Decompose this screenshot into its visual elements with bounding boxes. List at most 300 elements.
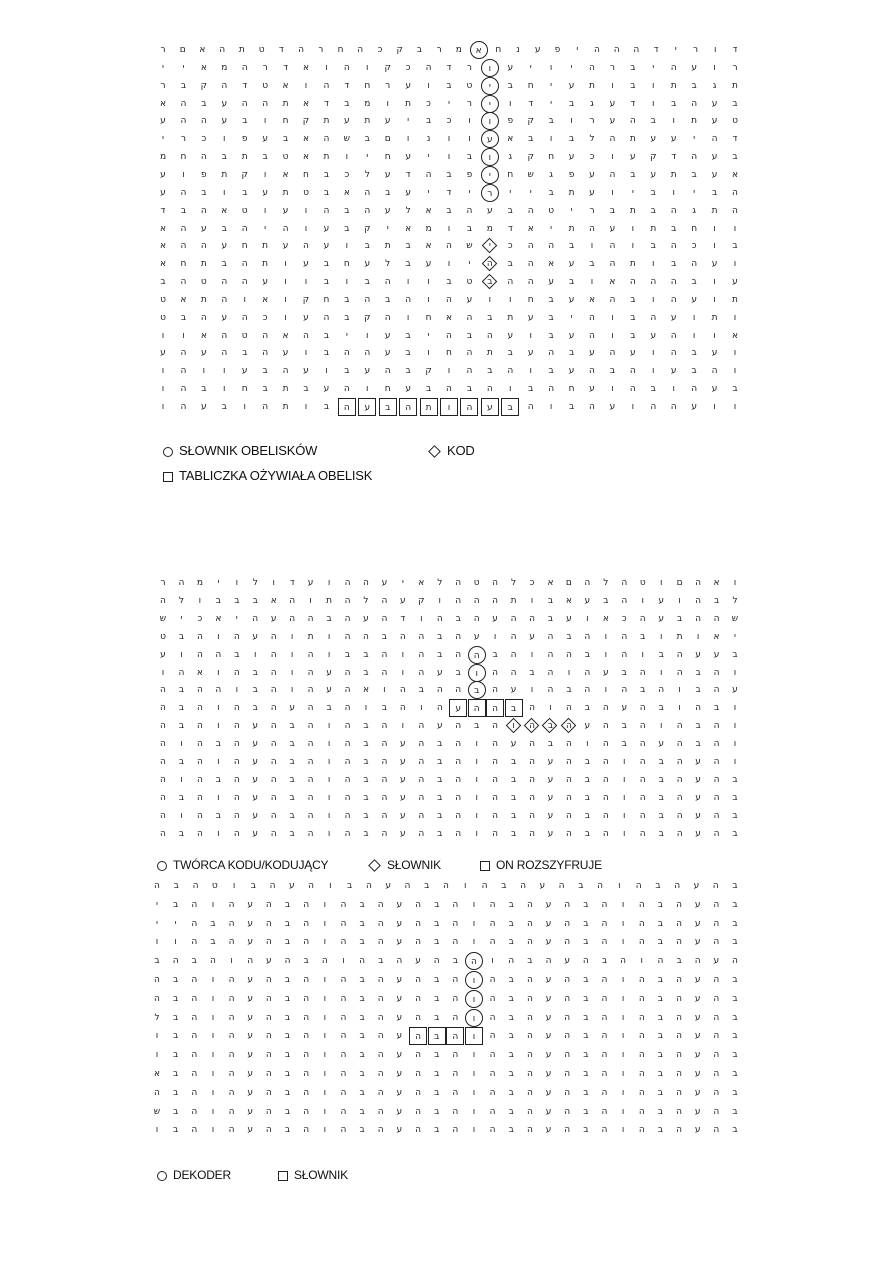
grid-letter: ו <box>621 1012 625 1023</box>
grid-letter: ו <box>243 402 246 412</box>
grid-letter: ו <box>254 649 257 660</box>
grid-letter: ו <box>604 649 608 660</box>
grid-letter: ע <box>405 152 411 163</box>
grid-letter: ה <box>602 721 609 732</box>
grid-letter: ה <box>196 739 203 750</box>
legend-label: ON ROZSZYFRUJE <box>496 858 602 872</box>
grid-letter: ה <box>381 613 388 624</box>
grid-letter: ה <box>270 685 277 696</box>
grid-letter: ע <box>436 667 443 678</box>
grid-letter: ע <box>303 366 309 377</box>
grid-letter: ה <box>228 1031 235 1042</box>
grid-letter: ב <box>732 1069 738 1079</box>
grid-letter: ה <box>418 631 425 642</box>
grid-letter: ה <box>384 366 391 377</box>
grid-letter: א <box>159 98 167 109</box>
grid-letter: ה <box>564 1069 571 1079</box>
grid-letter: ט <box>473 578 480 588</box>
grid-letter: ב <box>508 1087 514 1098</box>
grid-letter: ע <box>247 1125 254 1136</box>
grid-letter: ט <box>241 330 248 341</box>
grid-letter: ע <box>630 152 636 163</box>
grid-letter: ת <box>568 223 575 234</box>
legend-1-square <box>163 468 372 483</box>
grid-letter: ע <box>400 774 406 785</box>
grid-letter: ה <box>547 631 554 642</box>
grid-letter: ו <box>323 899 327 910</box>
grid-letter: ה <box>492 828 499 839</box>
grid-letter: ה <box>638 937 645 948</box>
grid-letter: ה <box>344 810 351 821</box>
grid-letter: ב <box>609 366 616 377</box>
grid-letter: ב <box>434 1106 440 1117</box>
grid-letter: ל <box>732 595 738 606</box>
grid-letter: ג <box>712 80 717 91</box>
grid-letter: ה <box>160 739 166 750</box>
grid-letter: ו <box>488 294 492 305</box>
grid-letter: ע <box>711 169 718 180</box>
grid-letter: ה <box>584 631 591 642</box>
grid-letter: ו <box>472 1069 476 1079</box>
grid-letter: ו <box>621 1031 625 1042</box>
grid-letter: ה <box>270 757 277 767</box>
grid-letter: ו <box>232 881 236 891</box>
grid-letter: ה <box>565 703 572 714</box>
grid-letter: ה <box>160 721 166 732</box>
grid-letter: ו <box>733 366 737 377</box>
grid-letter: ה <box>233 774 240 785</box>
grid-letter: ד <box>323 98 329 109</box>
grid-letter: ו <box>211 1087 215 1098</box>
grid-letter: ה <box>191 937 198 948</box>
grid-letter: ב <box>437 774 443 785</box>
grid-letter: ו <box>672 116 675 127</box>
grid-letter: ו <box>304 205 308 216</box>
grid-letter: ה <box>221 330 228 341</box>
grid-letter: ב <box>583 993 589 1004</box>
grid-letter: ה <box>303 1125 310 1136</box>
grid-letter: ה <box>601 918 608 929</box>
grid-letter: ה <box>270 828 277 839</box>
grid-letter: ר <box>160 45 166 55</box>
grid-letter: א <box>548 259 555 270</box>
grid-letter: ב <box>289 828 295 839</box>
grid-letter: ה <box>713 993 720 1004</box>
grid-letter: ה <box>526 993 533 1004</box>
grid-letter: ע <box>252 774 259 785</box>
grid-letter: ה <box>621 685 628 696</box>
grid-letter: ב <box>385 187 391 198</box>
legend-1-diamond <box>428 443 475 458</box>
grid-letter: ב <box>434 1050 440 1061</box>
grid-letter: ו <box>509 98 512 109</box>
grid-letter: ה <box>265 1125 272 1136</box>
grid-letter: ה <box>527 241 534 252</box>
grid-letter: ט <box>282 152 289 163</box>
grid-letter: ו <box>475 757 478 767</box>
grid-letter: ב <box>492 649 498 660</box>
grid-letter: ב <box>284 1125 291 1136</box>
grid-letter: ו <box>211 899 215 910</box>
grid-letter: ה <box>565 739 572 750</box>
grid-letter: ה <box>601 1031 608 1042</box>
grid-letter: ה <box>565 757 572 767</box>
grid-letter: ע <box>363 613 369 624</box>
grid-letter: ו <box>309 595 312 606</box>
grid-letter: ע <box>326 685 332 696</box>
grid-letter: ה <box>228 918 235 929</box>
grid-letter: ר <box>693 45 699 55</box>
grid-letter: ו <box>672 187 675 198</box>
grid-letter: ה <box>284 956 291 967</box>
grid-letter: ב <box>289 739 295 750</box>
grid-letter: ת <box>364 116 371 127</box>
grid-letter: ו <box>243 294 246 305</box>
grid-letter: ב <box>221 402 227 412</box>
grid-letter: ה <box>526 918 533 929</box>
grid-letter: ה <box>695 703 702 714</box>
grid-letter: ב <box>732 918 738 929</box>
grid-letter: מ <box>455 45 462 55</box>
grid-letter: ר <box>466 62 472 73</box>
grid-letter: ה <box>233 739 240 750</box>
grid-letter: ע <box>252 631 259 642</box>
grid-letter: ב <box>508 975 514 985</box>
grid-letter: ד <box>344 80 350 91</box>
grid-letter: ה <box>418 828 425 839</box>
grid-letter: ע <box>545 1125 552 1136</box>
grid-letter: ר <box>466 98 472 109</box>
grid-letter: ה <box>565 649 572 660</box>
grid-letter: ה <box>639 721 646 732</box>
grid-letter: ה <box>344 685 351 696</box>
grid-letter: ב <box>671 98 677 109</box>
grid-letter: ב <box>583 1031 589 1042</box>
grid-letter: ו <box>304 348 308 359</box>
grid-letter: ה <box>269 881 276 891</box>
grid-letter: ב <box>215 739 221 750</box>
grid-letter: ה <box>670 241 677 252</box>
grid-letter: ו <box>475 828 478 839</box>
grid-letter: ה <box>510 631 517 642</box>
grid-letter: ע <box>323 241 330 252</box>
grid-letter: ע <box>364 366 371 377</box>
grid-letter: ב <box>284 1106 291 1117</box>
grid-letter: ה <box>321 956 328 967</box>
grid-letter: ת <box>282 98 289 109</box>
grid-letter: ב <box>434 1069 440 1079</box>
grid-letter: א <box>215 613 222 624</box>
grid-letter: ה <box>344 578 351 588</box>
grid-letter: ב <box>289 810 295 821</box>
grid-letter: ב <box>621 739 627 750</box>
grid-letter: ו <box>733 312 737 323</box>
grid-letter: ו <box>713 294 716 305</box>
grid-letter: ב <box>359 975 365 985</box>
grid-letter: ה <box>602 739 609 750</box>
grid-letter: א <box>262 294 269 305</box>
grid-letter: ו <box>604 685 608 696</box>
grid-letter: ע <box>695 792 701 803</box>
grid-letter: ע <box>545 937 552 948</box>
grid-letter: י <box>481 166 499 184</box>
grid-letter: ו <box>549 402 553 412</box>
grid-letter: ר <box>160 578 166 588</box>
grid-letter: ה <box>466 205 473 216</box>
grid-letter: ה <box>639 739 646 750</box>
grid-letter: ב <box>381 631 387 642</box>
grid-letter: ו <box>621 1106 625 1117</box>
grid-letter: ה <box>510 613 517 624</box>
grid-letter: ה <box>564 1087 571 1098</box>
grid-letter: ה <box>154 1087 160 1098</box>
grid-letter: ה <box>492 595 499 606</box>
grid-letter: ו <box>327 774 331 785</box>
grid-letter: ב <box>507 259 513 270</box>
grid-letter: ב <box>363 721 369 732</box>
grid-letter: ב <box>242 116 248 127</box>
grid-letter: א <box>282 169 289 180</box>
grid-letter: ע <box>589 384 595 395</box>
grid-letter: ה <box>650 312 657 323</box>
grid-letter: ב <box>510 792 517 803</box>
grid-letter: ע <box>247 1050 254 1061</box>
grid-letter: ע <box>303 259 309 270</box>
grid-letter: ה <box>241 277 248 288</box>
grid-letter: ט <box>160 294 166 305</box>
grid-letter: א <box>221 205 228 216</box>
grid-letter: ע <box>400 792 406 803</box>
grid-letter: ה <box>529 739 535 750</box>
grid-letter: ב <box>732 881 738 891</box>
grid-letter: א <box>270 595 277 606</box>
grid-letter: ו <box>304 402 308 412</box>
grid-letter: ע <box>545 1087 552 1098</box>
grid-letter: ם <box>676 578 683 588</box>
grid-letter: ב <box>178 757 185 767</box>
grid-letter: ה <box>180 366 187 377</box>
grid-letter: ד <box>283 62 289 73</box>
grid-letter: ו <box>733 721 737 732</box>
grid-letter: ו <box>161 330 165 341</box>
grid-letter: ה <box>377 1069 384 1079</box>
grid-letter: ה <box>228 1106 235 1117</box>
grid-letter: ב <box>303 384 309 395</box>
grid-letter: ה <box>377 993 384 1004</box>
grid-letter: ב <box>584 649 590 660</box>
grid-letter: כ <box>507 241 513 252</box>
grid-letter: ה <box>593 45 600 55</box>
grid-letter: ה <box>676 1050 682 1061</box>
grid-letter: ה <box>381 649 388 660</box>
grid-letter: ב <box>363 757 369 767</box>
grid-letter: ת <box>629 259 636 270</box>
grid-letter: ה <box>307 774 314 785</box>
grid-letter: ה <box>670 402 677 412</box>
grid-letter: ו <box>217 828 220 839</box>
grid-letter: ע <box>527 348 534 359</box>
grid-letter: ה <box>582 956 589 967</box>
grid-letter: ב <box>657 1069 663 1079</box>
grid-letter: ה <box>601 899 608 910</box>
grid-letter: ה <box>418 757 425 767</box>
grid-letter: ע <box>691 294 697 305</box>
grid-letter: ב <box>584 810 590 821</box>
grid-letter: ב <box>547 613 554 624</box>
grid-letter: ה <box>691 384 698 395</box>
grid-letter: ה <box>381 828 388 839</box>
grid-letter: ו <box>491 956 494 967</box>
grid-letter: ב <box>601 956 608 967</box>
grid-letter: ה <box>344 757 351 767</box>
grid-letter: ל <box>437 578 443 588</box>
grid-letter: ה <box>415 1050 421 1061</box>
grid-letter: ו <box>323 1125 327 1136</box>
grid-letter: ב <box>732 384 738 395</box>
grid-letter: ע <box>694 975 701 985</box>
grid-letter: ה <box>713 685 720 696</box>
grid-letter: ה <box>492 757 499 767</box>
grid-letter: ה <box>303 1069 310 1079</box>
grid-letter: ה <box>489 937 496 948</box>
grid-letter: ה <box>455 721 462 732</box>
grid-letter: ו <box>621 918 625 929</box>
grid-letter: ה <box>609 348 616 359</box>
grid-letter: א <box>302 134 310 145</box>
grid-letter: ה <box>452 1087 459 1098</box>
grid-letter: ב <box>359 899 365 910</box>
grid-letter: ו <box>327 810 331 821</box>
grid-letter: ב <box>732 241 738 252</box>
grid-letter: ה <box>377 975 384 985</box>
grid-letter: ה <box>196 703 203 714</box>
grid-letter: ה <box>196 721 203 732</box>
grid-letter: ו <box>505 717 523 735</box>
grid-letter: ק <box>527 116 534 127</box>
grid-letter: ל <box>364 169 370 180</box>
grid-letter: ה <box>564 1012 571 1023</box>
grid-letter: ד <box>732 45 738 55</box>
grid-letter: ב <box>252 685 258 696</box>
grid-letter: ה <box>635 881 642 891</box>
grid-letter: ט <box>466 277 473 288</box>
grid-letter: ו <box>586 613 589 624</box>
grid-letter: ה <box>399 631 406 642</box>
grid-letter: ה <box>486 384 493 395</box>
grid-letter: ב <box>505 699 523 717</box>
grid-letter: ע <box>262 134 268 145</box>
grid-letter: ר <box>385 80 391 91</box>
grid-letter: ת <box>711 205 718 216</box>
grid-letter: ע <box>694 937 701 948</box>
grid-letter: ה <box>589 312 595 323</box>
grid-letter: ה <box>265 1050 272 1061</box>
grid-letter: י <box>570 205 573 216</box>
grid-letter: ת <box>629 205 636 216</box>
grid-letter: ו <box>465 1009 483 1027</box>
grid-letter: א <box>180 294 187 305</box>
grid-letter: ת <box>670 169 677 180</box>
grid-letter: ב <box>405 259 411 270</box>
grid-letter: ה <box>154 975 160 985</box>
grid-letter: ה <box>589 330 595 341</box>
grid-letter: ה <box>446 330 452 341</box>
grid-letter: ב <box>732 792 738 803</box>
grid-letter: ה <box>344 739 351 750</box>
grid-letter: ה <box>404 881 411 891</box>
grid-letter: ה <box>160 757 166 767</box>
grid-letter: ה <box>732 956 738 967</box>
grid-letter: א <box>713 578 720 588</box>
grid-letter: ו <box>230 956 233 967</box>
grid-letter: ב <box>252 667 258 678</box>
grid-letter: ו <box>611 330 614 341</box>
grid-letter: ה <box>468 699 486 717</box>
grid-letter: ו <box>618 881 621 891</box>
grid-letter: ח <box>507 169 514 180</box>
grid-letter: ו <box>472 1125 476 1136</box>
grid-letter: ה <box>381 774 388 785</box>
grid-letter: ע <box>568 259 575 270</box>
grid-letter: ע <box>201 223 207 234</box>
grid-letter: ב <box>527 956 533 967</box>
grid-letter: ה <box>639 810 646 821</box>
grid-letter: ה <box>638 1012 645 1023</box>
grid-letter: ה <box>364 294 371 305</box>
grid-letter: ו <box>180 739 183 750</box>
grid-letter: ב <box>252 703 258 714</box>
grid-letter: י <box>550 98 553 109</box>
grid-letter: ב <box>658 792 664 803</box>
grid-letter: ה <box>418 810 425 821</box>
grid-letter: ה <box>233 703 240 714</box>
grid-letter: ר <box>481 184 499 202</box>
grid-letter: ו <box>713 277 716 288</box>
grid-letter: ה <box>670 348 677 359</box>
grid-letter: ח <box>568 384 575 395</box>
grid-letter: ה <box>526 1050 533 1061</box>
grid-letter: ב <box>657 1012 663 1023</box>
grid-letter: ה <box>215 649 222 660</box>
grid-letter: ו <box>652 366 655 377</box>
grid-letter: ה <box>492 685 499 696</box>
grid-letter: ע <box>396 1050 403 1061</box>
grid-letter: ב <box>262 384 268 395</box>
grid-letter: ב <box>548 116 554 127</box>
grid-letter: ב <box>446 80 452 91</box>
grid-letter: כ <box>405 62 411 73</box>
grid-letter: ה <box>620 956 627 967</box>
grid-letter: ה <box>191 1050 198 1061</box>
grid-letter: ה <box>589 402 595 412</box>
grid-letter: כ <box>691 241 697 252</box>
grid-letter: ה <box>638 899 645 910</box>
grid-letter: ו <box>509 294 512 305</box>
grid-letter: ר <box>609 62 615 73</box>
grid-letter: ה <box>670 294 677 305</box>
grid-letter: ב <box>568 402 575 412</box>
grid-letter: ב <box>437 649 443 660</box>
grid-letter: א <box>302 152 310 163</box>
grid-letter: ה <box>270 667 277 678</box>
grid-letter: ה <box>436 613 443 624</box>
grid-letter: ב <box>529 667 535 678</box>
grid-letter: ו <box>180 774 183 785</box>
grid-letter: ו <box>733 757 737 767</box>
grid-letter: ע <box>609 223 616 234</box>
grid-letter: ה <box>565 792 572 803</box>
grid-letter: ב <box>364 241 370 252</box>
